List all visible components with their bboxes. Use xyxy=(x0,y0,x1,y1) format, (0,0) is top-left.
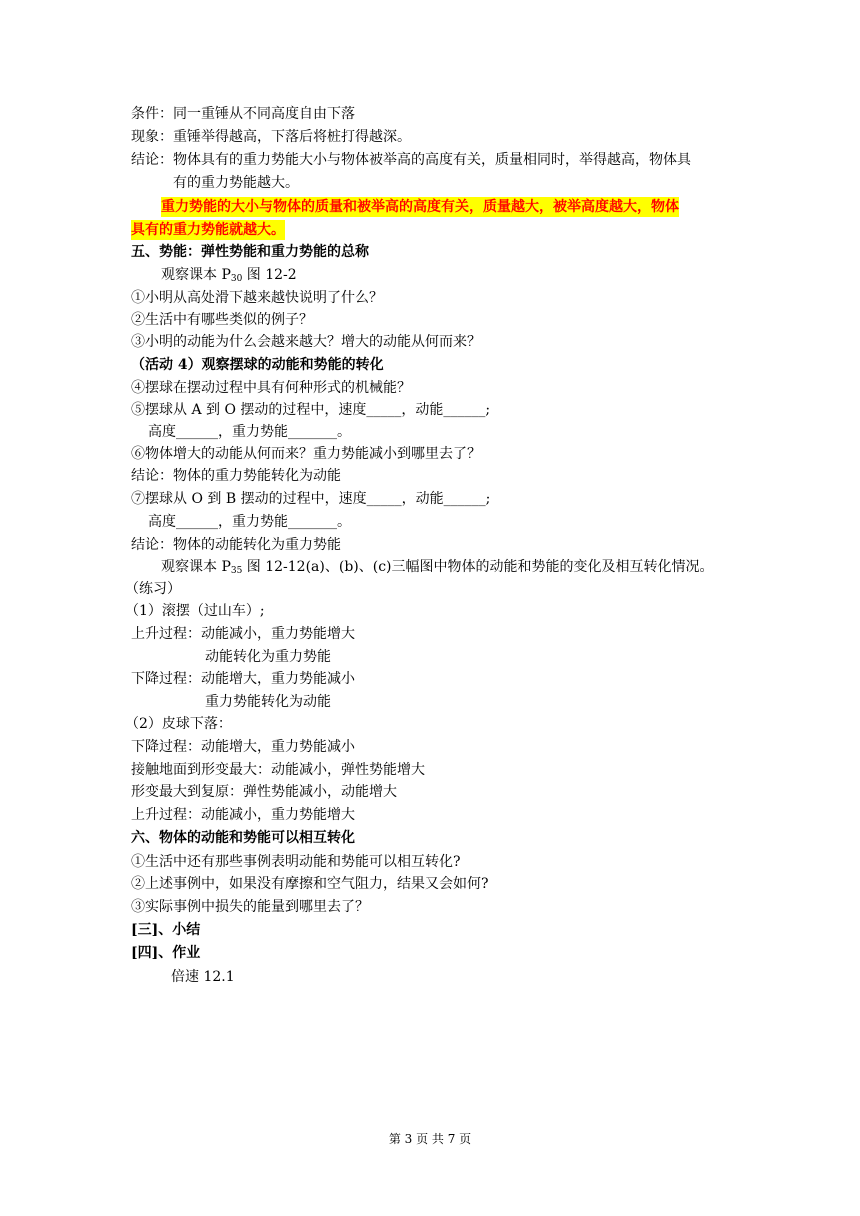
falling-process-1: 下降过程：动能增大，重力势能减小 xyxy=(131,671,355,687)
highlight-line-2: 具有的重力势能就越大。 xyxy=(131,222,285,238)
summary-heading: [三]、小结 xyxy=(131,922,201,938)
section-heading-6: 六、物体的动能和势能可以相互转化 xyxy=(131,830,355,846)
practice-item-2: （2）皮球下落： xyxy=(125,716,232,732)
phenomenon-line: 现象：重锤举得越高，下落后将桩打得越深。 xyxy=(131,129,411,145)
question-3: ③小明的动能为什么会越来越大？增大的动能从何而来？ xyxy=(131,334,481,350)
question-2: ②生活中有哪些类似的例子？ xyxy=(131,312,313,328)
conclusion-3: 结论：物体的动能转化为重力势能 xyxy=(131,537,341,553)
review-question-3: ③实际事例中损失的能量到哪里去了？ xyxy=(131,899,369,915)
rising-process-1-conversion: 动能转化为重力势能 xyxy=(205,649,331,665)
conclusion-line: 结论：物体具有的重力势能大小与物体被举高的高度有关，质量相同时，举得越高，物体具 xyxy=(131,152,691,168)
ball-falling: 下降过程：动能增大，重力势能减小 xyxy=(131,739,355,755)
activity-4-heading: （活动 4）观察摆球的动能和势能的转化 xyxy=(131,357,384,373)
falling-process-1-conversion: 重力势能转化为动能 xyxy=(205,694,331,710)
conclusion-2: 结论：物体的重力势能转化为动能 xyxy=(131,468,341,484)
highlight-line-1: 重力势能的大小与物体的质量和被举高的高度有关，质量越大，被举高度越大，物体 xyxy=(161,199,679,215)
homework-heading: [四]、作业 xyxy=(131,945,201,961)
question-5-cont: 高度______，重力势能_______。 xyxy=(148,424,351,440)
observe-textbook-line-2: 观察课本 $P_{35}$ 图 12-12(a)、(b)、(c)三幅图中物体的动能和势能的变化及相互转化情况。 xyxy=(161,559,714,576)
question-7-cont: 高度______，重力势能_______。 xyxy=(148,514,351,530)
question-1: ①小明从高处滑下越来越快说明了什么？ xyxy=(131,290,383,306)
question-7: ⑦摆球从 O 到 B 摆动的过程中，速度_____，动能______; xyxy=(131,491,491,507)
question-5: ⑤摆球从 A 到 O 摆动的过程中，速度_____，动能______; xyxy=(131,402,491,418)
ball-contact: 接触地面到形变最大：动能减小，弹性势能增大 xyxy=(131,762,425,778)
review-question-1: ①生活中还有那些事例表明动能和势能可以相互转化? xyxy=(131,854,461,870)
ball-rising: 上升过程：动能减小，重力势能增大 xyxy=(131,807,355,823)
rising-process-1: 上升过程：动能减小，重力势能增大 xyxy=(131,626,355,642)
condition-line: 条件：同一重锤从不同高度自由下落 xyxy=(131,106,355,122)
observe-textbook-line: 观察课本 $P_{30}$ 图 12-2 xyxy=(161,267,297,284)
practice-item-1: （1）滚摆（过山车）; xyxy=(125,603,265,619)
review-question-2: ②上述事例中，如果没有摩擦和空气阻力，结果又会如何? xyxy=(131,876,489,892)
page-footer: 第 3 页 共 7 页 xyxy=(388,1132,472,1146)
homework-item: 倍速 12.1 xyxy=(171,969,235,985)
ball-restore: 形变最大到复原：弹性势能减小，动能增大 xyxy=(131,784,397,800)
practice-label: （练习） xyxy=(125,581,181,597)
question-6: ⑥物体增大的动能从何而来？重力势能减小到哪里去了？ xyxy=(131,446,481,462)
section-heading-5: 五、势能：弹性势能和重力势能的总称 xyxy=(131,244,369,260)
question-4: ④摆球在摆动过程中具有何种形式的机械能？ xyxy=(131,380,411,396)
conclusion-line-cont: 有的重力势能越大。 xyxy=(173,175,299,191)
